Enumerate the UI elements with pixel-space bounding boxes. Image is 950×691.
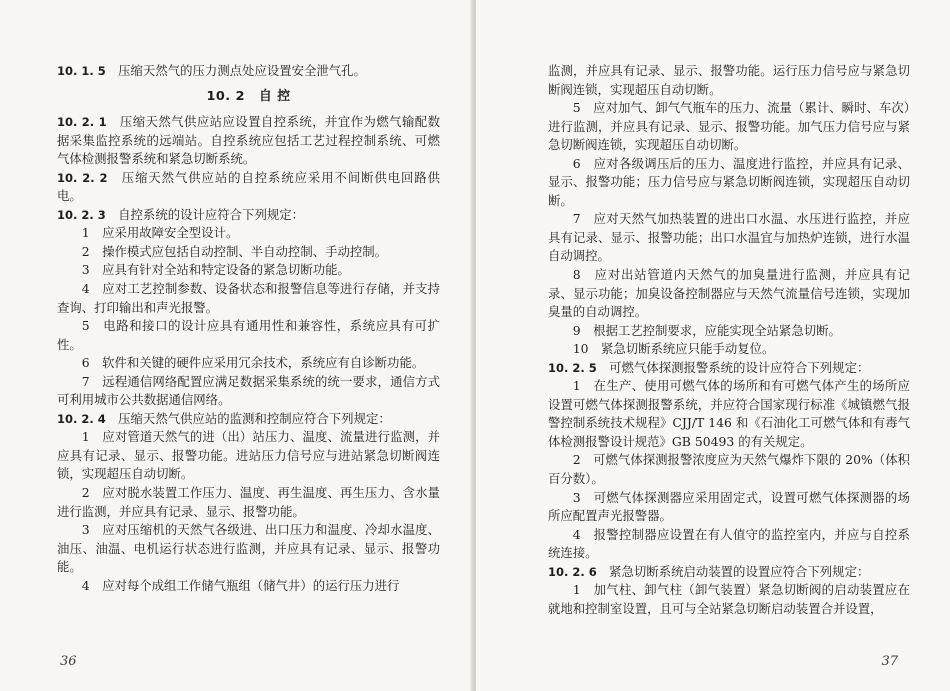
clause-10-2-1 <box>57 113 440 169</box>
clause-text: 压缩天然气供应站的自控系统应采用不间断供电回路供电。 <box>57 169 440 204</box>
clause-number: 10. 1. 5 <box>57 64 106 78</box>
clause-10-2-5 <box>548 359 910 378</box>
left-page <box>0 0 474 691</box>
clause-text: 紧急切断系统启动装置的设置应符合下列规定： <box>609 563 870 579</box>
list-item: 4 应对每个成组工作储气瓶组（储气井）的运行压力进行 <box>81 577 400 593</box>
clause-number: 10. 2. 1 <box>57 115 107 130</box>
right-page <box>476 0 950 691</box>
list-item: 3 应对压缩机的天然气各级进、出口压力和温度、冷却水温度、油压、油温、电机运行状态进行监测，并应具有记录、显示、报警功能。 <box>57 522 440 575</box>
list-item: 9 根据工艺控制要求，应能实现全站紧急切断。 <box>572 322 841 338</box>
section-heading <box>57 88 440 107</box>
list-item: 7 远程通信网络配置应满足数据采集系统的统一要求，通信方式可利用城市公共数据通信网络。 <box>57 373 440 408</box>
list-item: 3 应具有针对全站和特定设备的紧急切断功能。 <box>81 262 350 278</box>
clause-text: 自控系统的设计应符合下列规定： <box>118 206 305 222</box>
list-item: 1 应对管道天然气的进（出）站压力、温度、流量进行监测，并应具有记录、显示、报警功能。进站压力信号应与进站紧急切断阀连锁，实现超压自动切断。 <box>57 429 440 482</box>
clause-text: 压缩天然气的压力测点处应设置安全泄气孔。 <box>118 63 366 78</box>
clause-10-2-3 <box>57 206 440 225</box>
clause-10-2-2 <box>57 169 440 206</box>
page-number: 37 <box>881 654 898 669</box>
section-title: 自 控 <box>258 88 291 104</box>
clause-10-2-6 <box>548 563 910 582</box>
clause-number: 10. 2. 6 <box>548 564 597 579</box>
list-item: 6 应对各级调压后的压力、温度进行监控，并应具有记录、显示、报警功能；压力信号应与紧急切断阀连锁，实现超压自动切断。 <box>548 155 910 208</box>
clause-number: 10. 2. 3 <box>57 207 106 222</box>
list-item: 6 软件和关键的硬件应采用冗余技术，系统应有自诊断功能。 <box>81 355 425 371</box>
list-item: 8 应对出站管道内天然气的加臭量进行监测，并应具有记录、显示功能；加臭设备控制器应与天然气流量信号连锁，实现加臭量的自动调控。 <box>548 267 910 320</box>
clause-10-1-5 <box>57 62 440 81</box>
list-item-continuation: 监测，并应具有记录、显示、报警功能。运行压力信号应与紧急切断阀连锁，实现超压自动切断。 <box>548 63 910 97</box>
list-item: 5 电路和接口的设计应具有通用性和兼容性，系统应具有可扩性。 <box>57 318 440 352</box>
list-item: 1 在生产、使用可燃气体的场所和有可燃气体产生的场所应设置可燃气体探测报警系统，并应符合国家现行标准《城镇燃气报警控制系统技术规程》CJJ/T 146 和《石油化工可燃气体和有毒气体检测报警设计规范》GB 50493 的有关规定。 <box>548 378 910 449</box>
clause-number: 10. 2. 4 <box>57 411 106 426</box>
list-item: 2 操作模式应包括自动控制、半自动控制、手动控制。 <box>81 243 388 259</box>
clause-number: 10. 2. 5 <box>548 360 597 375</box>
clause-text: 压缩天然气供应站的监测和控制应符合下列规定： <box>118 410 391 426</box>
clause-10-2-4 <box>57 410 440 429</box>
clause-text: 可燃气体探测报警系统的设计应符合下列规定： <box>609 359 870 375</box>
section-number: 10. 2 <box>206 88 245 104</box>
list-item: 4 报警控制器应设置在有人值守的监控室内，并应与自控系统连接。 <box>548 526 910 561</box>
page-number: 36 <box>60 654 77 669</box>
clause-text: 压缩天然气供应站应设置自控系统，并宜作为燃气输配数据采集监控系统的远端站。自控系统应包括工艺过程控制系统、可燃气体检测报警系统和紧急切断系统。 <box>57 114 441 167</box>
clause-number: 10. 2. 2 <box>57 170 108 185</box>
list-item: 4 应对工艺控制参数、设备状态和报警信息等进行存储，并支持查询、打印输出和声光报警。 <box>57 281 440 315</box>
list-item: 2 应对脱水装置工作压力、温度、再生温度、再生压力、含水量进行监测，并应具有记录、显示、报警功能。 <box>57 485 440 519</box>
list-item: 1 应采用故障安全型设计。 <box>81 225 239 241</box>
list-item: 2 可燃气体探测报警浓度应为天然气爆炸下限的 20%（体积百分数）。 <box>548 452 910 487</box>
list-item: 1 加气柱、卸气柱（卸气装置）紧急切断阀的启动装置应在就地和控制室设置，且可与全站紧急切断启动装置合并设置， <box>548 582 910 616</box>
list-item: 10 紧急切断系统应只能手动复位。 <box>572 341 775 357</box>
list-item: 5 应对加气、卸气气瓶车的压力、流量（累计、瞬时、车次）进行监测，并应具有记录、显示、报警功能。加气压力信号应与紧急切断阀连锁，实现超压自动切断。 <box>548 100 910 153</box>
list-item: 7 应对天然气加热装置的进出口水温、水压进行监控，并应具有记录、显示、报警功能；出口水温宜与加热炉连锁，进行水温自动调控。 <box>548 211 910 264</box>
list-item: 3 可燃气体探测器应采用固定式，设置可燃气体探测器的场所应配置声光报警器。 <box>548 489 910 524</box>
